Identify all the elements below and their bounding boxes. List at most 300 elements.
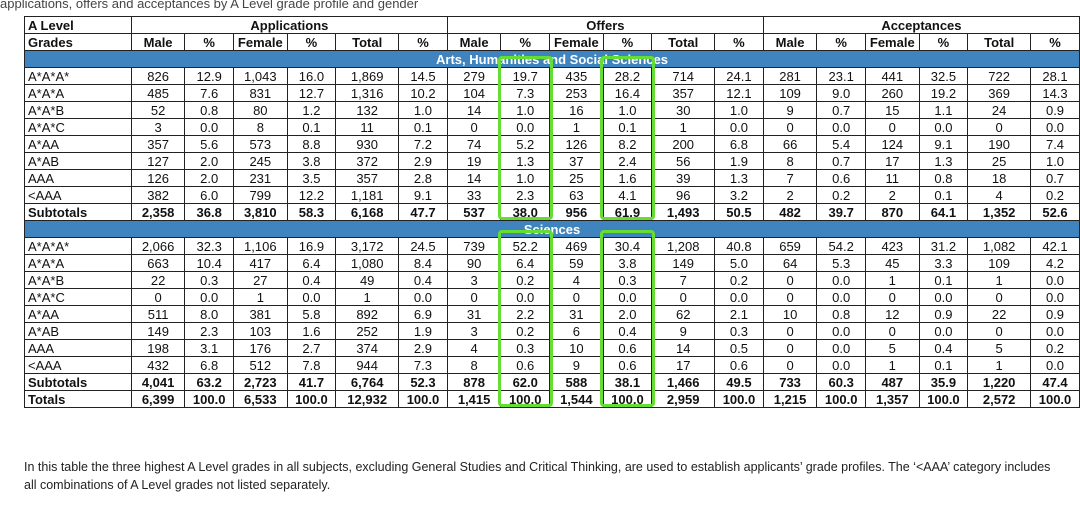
table-cell: 0.7 — [1031, 170, 1080, 187]
table-cell: 279 — [447, 68, 500, 85]
table-cell: 10.2 — [399, 85, 448, 102]
table-cell: 109 — [968, 255, 1031, 272]
table-cell: 0.4 — [399, 272, 448, 289]
table-cell: 2 — [866, 187, 919, 204]
table-cell: 1,415 — [447, 391, 500, 408]
table-cell: 30 — [652, 102, 715, 119]
table-cell: 0.2 — [1031, 187, 1080, 204]
table-cell: 10.4 — [185, 255, 234, 272]
table-cell: 7.2 — [399, 136, 448, 153]
table-row — [25, 187, 1080, 204]
table-cell: 252 — [336, 323, 399, 340]
table-cell: 1 — [866, 272, 919, 289]
table-cell: 435 — [550, 68, 603, 85]
table-cell: 22 — [131, 272, 184, 289]
table-cell: 59 — [550, 255, 603, 272]
table-cell: 3.2 — [715, 187, 764, 204]
table-cell: 0 — [131, 289, 184, 306]
table-cell: 892 — [336, 306, 399, 323]
table-cell: 31 — [550, 306, 603, 323]
section-title: Sciences — [25, 221, 1080, 238]
table-cell: 25 — [968, 153, 1031, 170]
table-cell: 2,066 — [131, 238, 184, 255]
table-cell: 0 — [447, 289, 500, 306]
table-cell: 1,220 — [968, 374, 1031, 391]
table-cell: 9 — [652, 323, 715, 340]
table-cell: 45 — [866, 255, 919, 272]
column-heading: Total — [652, 34, 715, 51]
table-cell: 7.3 — [399, 357, 448, 374]
table-cell: 27 — [234, 272, 287, 289]
table-cell: 1,352 — [968, 204, 1031, 221]
header-row-groups — [25, 17, 1080, 34]
table-cell: 18 — [968, 170, 1031, 187]
table-cell: 8 — [234, 119, 287, 136]
table-cell: 103 — [234, 323, 287, 340]
table-cell: 281 — [763, 68, 816, 85]
table-cell: 253 — [550, 85, 603, 102]
table-cell: 537 — [447, 204, 500, 221]
table-cell: 38.1 — [603, 374, 652, 391]
table-cell: 1.6 — [287, 323, 336, 340]
table-cell: 2.1 — [715, 306, 764, 323]
totals-row — [25, 391, 1080, 408]
table-cell: 6.4 — [501, 255, 550, 272]
table-cell: 4.1 — [603, 187, 652, 204]
table-cell: 126 — [131, 170, 184, 187]
table-cell: 31 — [447, 306, 500, 323]
table-cell: 0.4 — [603, 323, 652, 340]
table-row — [25, 153, 1080, 170]
table-cell: 0.0 — [715, 119, 764, 136]
table-cell: 260 — [866, 85, 919, 102]
table-cell: 16.0 — [287, 68, 336, 85]
row-label: Subtotals — [25, 374, 132, 391]
table-cell: 0.0 — [817, 119, 866, 136]
table-cell: 2.0 — [603, 306, 652, 323]
row-label: A*AA — [25, 306, 132, 323]
table-cell: 6 — [550, 323, 603, 340]
column-heading: Female — [550, 34, 603, 51]
table-cell: 8.2 — [603, 136, 652, 153]
table-cell: 0.3 — [715, 323, 764, 340]
row-label: AAA — [25, 340, 132, 357]
table-cell: 8.4 — [399, 255, 448, 272]
table-cell: 52.2 — [501, 238, 550, 255]
table-cell: 1.0 — [715, 102, 764, 119]
table-cell: 39 — [652, 170, 715, 187]
table-row — [25, 85, 1080, 102]
column-heading: Male — [131, 34, 184, 51]
table-cell: 714 — [652, 68, 715, 85]
table-cell: 17 — [866, 153, 919, 170]
table-cell: 9.1 — [919, 136, 968, 153]
table-cell: 8.0 — [185, 306, 234, 323]
table-cell: 47.7 — [399, 204, 448, 221]
table-cell: 100.0 — [817, 391, 866, 408]
table-cell: 1.0 — [501, 170, 550, 187]
table-cell: 40.8 — [715, 238, 764, 255]
table-cell: 3 — [447, 323, 500, 340]
table-cell: 1,869 — [336, 68, 399, 85]
column-heading: % — [715, 34, 764, 51]
table-cell: 64 — [763, 255, 816, 272]
table-cell: 2.3 — [501, 187, 550, 204]
table-cell: 9.1 — [399, 187, 448, 204]
table-cell: 956 — [550, 204, 603, 221]
group-heading-acceptances: Acceptances — [763, 17, 1079, 34]
table-cell: 62.0 — [501, 374, 550, 391]
table-row — [25, 289, 1080, 306]
table-cell: 4 — [447, 340, 500, 357]
table-cell: 15 — [866, 102, 919, 119]
table-cell: 3 — [131, 119, 184, 136]
table-cell: 14.3 — [1031, 85, 1080, 102]
table-cell: 0.0 — [1031, 272, 1080, 289]
group-heading-offers: Offers — [447, 17, 763, 34]
table-cell: 231 — [234, 170, 287, 187]
column-heading: Total — [336, 34, 399, 51]
table-cell: 7 — [763, 170, 816, 187]
table-cell: 61.9 — [603, 204, 652, 221]
table-cell: 63.2 — [185, 374, 234, 391]
group-heading-applications: Applications — [131, 17, 447, 34]
table-cell: 1,316 — [336, 85, 399, 102]
table-cell: 0.6 — [817, 170, 866, 187]
table-cell: 2.4 — [603, 153, 652, 170]
table-cell: 1,080 — [336, 255, 399, 272]
column-heading: Female — [234, 34, 287, 51]
table-cell: 38.0 — [501, 204, 550, 221]
table-cell: 6,764 — [336, 374, 399, 391]
row-label: A*A*B — [25, 102, 132, 119]
table-cell: 0 — [968, 119, 1031, 136]
table-cell: 0 — [447, 119, 500, 136]
table-cell: 0 — [763, 119, 816, 136]
table-cell: 32.5 — [919, 68, 968, 85]
table-cell: 0.6 — [715, 357, 764, 374]
row-label: A*A*A* — [25, 238, 132, 255]
table-cell: 5.0 — [715, 255, 764, 272]
table-cell: 1 — [968, 272, 1031, 289]
table-cell: 0.4 — [919, 340, 968, 357]
table-cell: 176 — [234, 340, 287, 357]
table-cell: 24.5 — [399, 238, 448, 255]
table-cell: 127 — [131, 153, 184, 170]
column-heading: % — [603, 34, 652, 51]
table-cell: 8 — [447, 357, 500, 374]
table-cell: 100.0 — [501, 391, 550, 408]
table-cell: 10 — [550, 340, 603, 357]
table-cell: 0.4 — [287, 272, 336, 289]
table-cell: 944 — [336, 357, 399, 374]
table-cell: 7.3 — [501, 85, 550, 102]
table-cell: 1.9 — [399, 323, 448, 340]
table-cell: 1 — [652, 119, 715, 136]
table-cell: 0.0 — [501, 119, 550, 136]
table-cell: 870 — [866, 204, 919, 221]
table-cell: 28.1 — [1031, 68, 1080, 85]
table-cell: 66 — [763, 136, 816, 153]
subtotal-row — [25, 374, 1080, 391]
table-row — [25, 136, 1080, 153]
table-cell: 23.1 — [817, 68, 866, 85]
table-cell: 0.1 — [287, 119, 336, 136]
table-cell: 12.9 — [185, 68, 234, 85]
table-cell: 198 — [131, 340, 184, 357]
table-cell: 1.0 — [501, 102, 550, 119]
table-row — [25, 272, 1080, 289]
table-cell: 512 — [234, 357, 287, 374]
table-cell: 49 — [336, 272, 399, 289]
column-heading: % — [399, 34, 448, 51]
table-cell: 11 — [866, 170, 919, 187]
table-cell: 372 — [336, 153, 399, 170]
table-cell: 0.1 — [399, 119, 448, 136]
table-cell: 14 — [447, 170, 500, 187]
table-cell: 96 — [652, 187, 715, 204]
table-cell: 2,959 — [652, 391, 715, 408]
table-cell: 5 — [866, 340, 919, 357]
table-cell: 3.5 — [287, 170, 336, 187]
table-cell: 41.7 — [287, 374, 336, 391]
cut-off-caption: applications, offers and acceptances by A Level grade profile and gender — [0, 0, 419, 11]
table-cell: 2,723 — [234, 374, 287, 391]
table-cell: 0 — [652, 289, 715, 306]
table-cell: 16.4 — [603, 85, 652, 102]
table-cell: 0.9 — [1031, 306, 1080, 323]
table-cell: 0.8 — [919, 170, 968, 187]
table-row — [25, 68, 1080, 85]
table-cell: 0.0 — [919, 119, 968, 136]
table-row — [25, 170, 1080, 187]
table-cell: 0.2 — [715, 272, 764, 289]
row-label: Subtotals — [25, 204, 132, 221]
table-cell: 3,172 — [336, 238, 399, 255]
table-cell: 124 — [866, 136, 919, 153]
table-cell: 1,493 — [652, 204, 715, 221]
section-header-row — [25, 221, 1080, 238]
table-cell: 1.0 — [399, 102, 448, 119]
table-cell: 1.0 — [603, 102, 652, 119]
table-cell: 10 — [763, 306, 816, 323]
table-cell: 2.0 — [185, 170, 234, 187]
table-cell: 5.6 — [185, 136, 234, 153]
table-cell: 381 — [234, 306, 287, 323]
table-cell: 0.2 — [501, 323, 550, 340]
table-cell: 799 — [234, 187, 287, 204]
row-label: Totals — [25, 391, 132, 408]
table-cell: 1 — [550, 119, 603, 136]
table-cell: 485 — [131, 85, 184, 102]
column-heading: % — [501, 34, 550, 51]
table-cell: 3.8 — [603, 255, 652, 272]
table-cell: 0.5 — [715, 340, 764, 357]
table-cell: 2.0 — [185, 153, 234, 170]
table-cell: 60.3 — [817, 374, 866, 391]
table-cell: 6,399 — [131, 391, 184, 408]
table-row — [25, 340, 1080, 357]
table-cell: 100.0 — [715, 391, 764, 408]
table-cell: 1.3 — [919, 153, 968, 170]
table-cell: 200 — [652, 136, 715, 153]
table-cell: 104 — [447, 85, 500, 102]
table-cell: 733 — [763, 374, 816, 391]
table-cell: 126 — [550, 136, 603, 153]
table-cell: 1,357 — [866, 391, 919, 408]
table-cell: 0.0 — [501, 289, 550, 306]
table-cell: 0 — [550, 289, 603, 306]
table-cell: 16 — [550, 102, 603, 119]
table-cell: 25 — [550, 170, 603, 187]
table-cell: 3.3 — [919, 255, 968, 272]
table-cell: 24.1 — [715, 68, 764, 85]
table-row — [25, 306, 1080, 323]
table-cell: 2 — [763, 187, 816, 204]
table-cell: 2.3 — [185, 323, 234, 340]
table-cell: 573 — [234, 136, 287, 153]
section-title: Arts, Humanities and Social Sciences — [25, 51, 1080, 68]
table-cell: 0 — [866, 323, 919, 340]
table-cell: 0.0 — [817, 357, 866, 374]
table-cell: 0.9 — [1031, 102, 1080, 119]
table-cell: 2,572 — [968, 391, 1031, 408]
table-cell: 2.9 — [399, 153, 448, 170]
table-cell: 100.0 — [399, 391, 448, 408]
table-cell: 2.9 — [399, 340, 448, 357]
table-cell: 1,082 — [968, 238, 1031, 255]
table-cell: 7 — [652, 272, 715, 289]
table-cell: 37 — [550, 153, 603, 170]
table-cell: 100.0 — [919, 391, 968, 408]
table-cell: 35.9 — [919, 374, 968, 391]
row-label: A*A*A — [25, 85, 132, 102]
table-cell: 245 — [234, 153, 287, 170]
row-label: A*A*A* — [25, 68, 132, 85]
table-cell: 0.0 — [603, 289, 652, 306]
footnote: In this table the three highest A Level grades in all subjects, excluding General Studies and Critical Thinking, are used to establish applicants’ grade profiles. The ‘<AAA’ category includes all combinations of A Level grades not listed separately. — [24, 460, 1051, 492]
row-label: A*A*C — [25, 119, 132, 136]
table-cell: 374 — [336, 340, 399, 357]
row-label: <AAA — [25, 357, 132, 374]
table-cell: 63 — [550, 187, 603, 204]
table-row — [25, 255, 1080, 272]
table-cell: 369 — [968, 85, 1031, 102]
table-cell: 2.2 — [501, 306, 550, 323]
table-cell: 5.4 — [817, 136, 866, 153]
table-cell: 588 — [550, 374, 603, 391]
table-cell: 11 — [336, 119, 399, 136]
table-cell: 0 — [763, 340, 816, 357]
table-cell: 0.0 — [919, 289, 968, 306]
table-cell: 1.2 — [287, 102, 336, 119]
table-cell: 5 — [968, 340, 1031, 357]
table-cell: 39.7 — [817, 204, 866, 221]
table-cell: 0.0 — [817, 289, 866, 306]
table-cell: 0.0 — [817, 323, 866, 340]
table-cell: 109 — [763, 85, 816, 102]
table-cell: 52.3 — [399, 374, 448, 391]
table-cell: 1,466 — [652, 374, 715, 391]
table-cell: 3.8 — [287, 153, 336, 170]
table-cell: 831 — [234, 85, 287, 102]
table-cell: 4,041 — [131, 374, 184, 391]
table-cell: 0.0 — [287, 289, 336, 306]
table-cell: 12,932 — [336, 391, 399, 408]
table-cell: 1,181 — [336, 187, 399, 204]
table-cell: 7.6 — [185, 85, 234, 102]
table-cell: 62 — [652, 306, 715, 323]
table-cell: 1.9 — [715, 153, 764, 170]
table-cell: 0.8 — [185, 102, 234, 119]
table-cell: 487 — [866, 374, 919, 391]
table-cell: 6,168 — [336, 204, 399, 221]
table-cell: 0.2 — [817, 187, 866, 204]
table-cell: 0.1 — [603, 119, 652, 136]
table-cell: 14 — [447, 102, 500, 119]
table-cell: 1.3 — [715, 170, 764, 187]
table-cell: 6.8 — [715, 136, 764, 153]
table-cell: 3,810 — [234, 204, 287, 221]
table-cell: 0.9 — [919, 306, 968, 323]
table-cell: 0 — [763, 323, 816, 340]
row-label: <AAA — [25, 187, 132, 204]
table-cell: 30.4 — [603, 238, 652, 255]
column-heading: Male — [763, 34, 816, 51]
table-cell: 0.0 — [399, 289, 448, 306]
table-cell: 2.8 — [399, 170, 448, 187]
subtotal-row — [25, 204, 1080, 221]
table-cell: 16.9 — [287, 238, 336, 255]
grades-table — [24, 16, 1080, 408]
table-cell: 0.7 — [817, 153, 866, 170]
table-cell: 100.0 — [287, 391, 336, 408]
table-cell: 0.0 — [1031, 323, 1080, 340]
table-cell: 357 — [652, 85, 715, 102]
table-cell: 5.3 — [817, 255, 866, 272]
table-cell: 36.8 — [185, 204, 234, 221]
table-cell: 1 — [968, 357, 1031, 374]
table-cell: 1,043 — [234, 68, 287, 85]
column-heading: % — [185, 34, 234, 51]
table-cell: 0 — [866, 119, 919, 136]
table-cell: 0.6 — [603, 340, 652, 357]
table-cell: 6.0 — [185, 187, 234, 204]
table-cell: 149 — [131, 323, 184, 340]
table-cell: 0.6 — [501, 357, 550, 374]
table-cell: 9.0 — [817, 85, 866, 102]
table-cell: 1,215 — [763, 391, 816, 408]
table-cell: 423 — [866, 238, 919, 255]
table-cell: 1 — [336, 289, 399, 306]
table-cell: 0.0 — [817, 272, 866, 289]
row-label: A*AB — [25, 323, 132, 340]
table-cell: 3 — [447, 272, 500, 289]
table-row — [25, 102, 1080, 119]
table-cell: 0.2 — [1031, 340, 1080, 357]
table-cell: 0 — [763, 357, 816, 374]
table-cell: 1,208 — [652, 238, 715, 255]
table-cell: 511 — [131, 306, 184, 323]
table-cell: 739 — [447, 238, 500, 255]
table-cell: 0.0 — [715, 289, 764, 306]
table-cell: 0 — [968, 323, 1031, 340]
table-cell: 0.0 — [919, 323, 968, 340]
table-cell: 441 — [866, 68, 919, 85]
table-cell: 52 — [131, 102, 184, 119]
table-cell: 100.0 — [1031, 391, 1080, 408]
table-cell: 9 — [550, 357, 603, 374]
